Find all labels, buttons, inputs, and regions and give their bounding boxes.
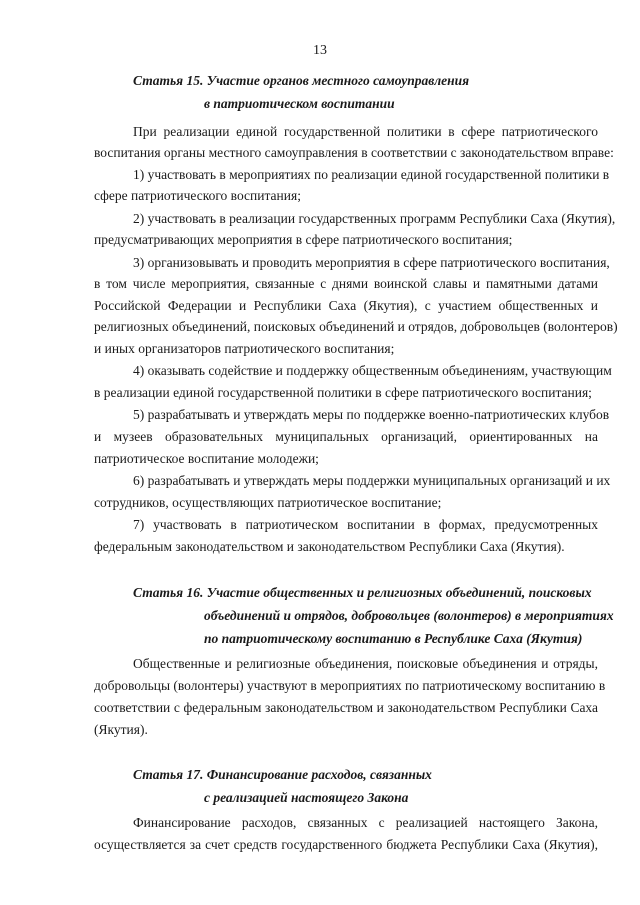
article-15-line: патриотическое воспитание молодежи; xyxy=(94,451,319,466)
article-15-line: сотрудников, осуществляющих патриотическое воспитание; xyxy=(94,495,442,510)
article-15-line: 4) оказывать содействие и поддержку общественным объединениям, участвующим xyxy=(133,363,612,378)
article-16-line: Общественные и религиозные объединения, поисковые объединения и отряды, xyxy=(133,656,598,671)
article-15-line: 6) разрабатывать и утверждать меры поддержки муниципальных организаций и их xyxy=(133,473,611,488)
article-17-heading-line-2: с реализацией настоящего Закона xyxy=(204,790,409,805)
article-15-line: воспитания органы местного самоуправления в соответствии с законодательством вправе: xyxy=(94,145,614,160)
article-15-line: Российской Федерации и Республики Саха (Якутия), с участием общественных и xyxy=(94,298,598,313)
article-15-line: религиозных объединений, поисковых объединений и отрядов, добровольцев (волонтеров) xyxy=(94,319,618,334)
article-16-heading-line-1: Статья 16. Участие общественных и религиозных объединений, поисковых xyxy=(133,585,592,600)
article-16-line: (Якутия). xyxy=(94,722,148,737)
page-number: 13 xyxy=(313,43,327,58)
article-15-line: и музеев образовательных муниципальных организаций, ориентированных на xyxy=(94,429,598,444)
article-15-line: 5) разрабатывать и утверждать меры по поддержке военно-патриотических клубов xyxy=(133,407,610,422)
article-15-line: в реализации единой государственной политики в сфере патриотического воспитания; xyxy=(94,385,592,400)
article-17-line: осуществляется за счет средств государственного бюджета Республики Саха (Якутия), xyxy=(94,837,598,852)
article-15-line: 1) участвовать в мероприятиях по реализации единой государственной политики в xyxy=(133,167,610,182)
article-15-heading-line-2: в патриотическом воспитании xyxy=(204,96,395,111)
article-15-line: 2) участвовать в реализации государственных программ Республики Саха (Якутия), xyxy=(133,211,616,226)
article-15-heading-line-1: Статья 15. Участие органов местного самоуправления xyxy=(133,73,470,88)
article-17-heading-line-1: Статья 17. Финансирование расходов, связанных xyxy=(133,767,432,782)
article-15-line: 7) участвовать в патриотическом воспитании в формах, предусмотренных xyxy=(133,517,598,532)
article-15-line: сфере патриотического воспитания; xyxy=(94,188,301,203)
article-15-line: 3) организовывать и проводить мероприятия в сфере патриотического воспитания, xyxy=(133,255,610,270)
article-16-line: соответствии с федеральным законодательством и законодательством Республики Саха xyxy=(94,700,598,715)
article-16-heading-line-3: по патриотическому воспитанию в Республике Саха (Якутия) xyxy=(204,631,583,646)
article-15-line: в том числе мероприятия, связанные с днями воинской славы и памятными датами xyxy=(94,276,598,291)
article-15-line: предусматривающих мероприятия в сфере патриотического воспитания; xyxy=(94,232,513,247)
article-15-line: и иных организаторов патриотического воспитания; xyxy=(94,341,395,356)
article-17-line: Финансирование расходов, связанных с реализацией настоящего Закона, xyxy=(133,815,598,830)
article-15-line: При реализации единой государственной политики в сфере патриотического xyxy=(133,124,598,139)
article-16-line: добровольцы (волонтеры) участвуют в мероприятиях по патриотическому воспитанию в xyxy=(94,678,606,693)
article-15-line: федеральным законодательством и законодательством Республики Саха (Якутия). xyxy=(94,539,565,554)
article-16-heading-line-2: объединений и отрядов, добровольцев (волонтеров) в мероприятиях xyxy=(204,608,614,623)
